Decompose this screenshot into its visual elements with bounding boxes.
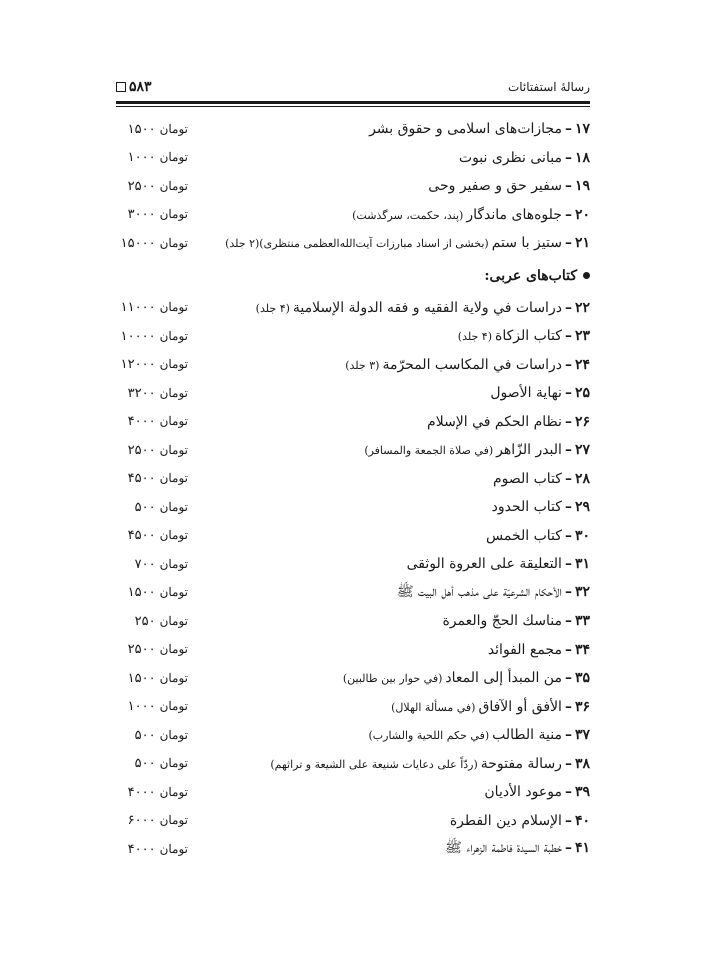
page [116, 0, 590, 959]
book-price [116, 357, 188, 372]
book-note: (۳ جلد) [345, 358, 380, 372]
number-dash: – [564, 235, 572, 252]
book-price [116, 756, 188, 771]
book-entry [427, 414, 590, 430]
list-item [116, 201, 590, 230]
number-dash: – [564, 385, 572, 402]
list-item [116, 664, 590, 693]
number-dash: – [564, 784, 572, 801]
book-note: (۴ جلد) [255, 301, 290, 315]
book-entry [450, 813, 590, 829]
price-value: ۱۰۰۰۰ [120, 328, 156, 344]
book-number: ۲۴ [574, 356, 590, 373]
book-entry [369, 727, 591, 743]
running-title: رسالۀ استفتائات [507, 80, 590, 94]
book-title: دراسات في المكاسب المحرّمة [382, 356, 562, 373]
book-number: ۳۲ [574, 583, 590, 600]
book-title: كتاب الزكاة [495, 328, 562, 345]
book-entry [343, 670, 590, 686]
book-price [116, 813, 188, 828]
book-number: ۳۹ [574, 784, 590, 801]
book-entry [458, 328, 590, 344]
book-entry [225, 235, 590, 251]
price-currency: تومان [159, 813, 188, 828]
book-number: ۲۸ [574, 470, 590, 487]
price-currency: تومان [159, 756, 188, 771]
number-dash: – [564, 527, 572, 544]
book-note: (في حوار بين طالبين) [342, 672, 443, 686]
list-item [116, 379, 590, 408]
number-dash: – [564, 641, 572, 658]
book-title: نظام الحكم في الإسلام [427, 413, 562, 430]
book-note: (في صلاة الجمعة والمسافر) [364, 444, 494, 458]
price-currency: تومان [159, 414, 188, 429]
price-value: ۴۰۰۰ [127, 841, 156, 857]
section-heading-text: کتاب‌های عربی: [484, 267, 577, 284]
book-number: ۳۷ [574, 727, 590, 744]
book-entry [490, 385, 590, 401]
price-currency: تومان [159, 613, 188, 628]
number-dash: – [564, 698, 572, 715]
book-price [116, 300, 188, 315]
price-value: ۱۵۰۰ [127, 670, 156, 686]
book-number: ۲۹ [574, 499, 590, 516]
book-title: ستیز با ستم [491, 235, 562, 252]
book-entry [486, 528, 590, 544]
price-value: ۷۰۰ [134, 556, 156, 572]
book-title: خطبة السيدة فاطمة الزهراء ﷺ [445, 840, 562, 857]
book-number: ۳۴ [574, 641, 590, 658]
price-value: ۴۰۰۰ [127, 414, 156, 430]
price-currency: تومان [159, 670, 188, 685]
list-item [116, 322, 590, 351]
price-currency: تومان [159, 357, 188, 372]
book-title: جلوه‌های ماندگار [466, 206, 562, 223]
book-title: كتاب الخمس [486, 527, 562, 544]
book-price [116, 842, 188, 857]
price-value: ۱۱۰۰۰ [120, 300, 156, 316]
book-price [116, 699, 188, 714]
book-price [116, 414, 188, 429]
list-item [116, 636, 590, 665]
number-dash: – [564, 442, 572, 459]
book-price [116, 207, 188, 222]
book-entry [459, 150, 590, 166]
number-dash: – [564, 613, 572, 630]
price-value: ۲۵۰۰ [127, 442, 156, 458]
price-currency: تومان [159, 784, 188, 799]
price-currency: تومان [159, 121, 188, 136]
price-currency: تومان [159, 841, 188, 856]
number-dash: – [564, 413, 572, 430]
book-number: ۱۷ [574, 121, 590, 138]
book-number: ۲۰ [574, 206, 590, 223]
book-note: (ردّاً على دعايات شنيعة على الشيعة و تراثهم) [270, 757, 478, 771]
arabic-books-list [116, 294, 590, 864]
price-value: ۴۵۰۰ [127, 471, 156, 487]
book-number: ۳۶ [574, 698, 590, 715]
square-icon [116, 82, 126, 92]
book-title: البدر الزّاهر [496, 442, 562, 459]
book-price [116, 557, 188, 572]
book-entry [391, 699, 590, 715]
book-list [116, 115, 590, 864]
running-header [116, 78, 590, 100]
book-number: ۲۲ [574, 299, 590, 316]
book-note: (بخشی از اسناد مبارزات آیت‌الله‌العظمی منتظری)(۲ جلد) [225, 237, 489, 251]
book-entry [364, 442, 590, 458]
price-value: ۱۵۰۰ [127, 585, 156, 601]
price-currency: تومان [159, 699, 188, 714]
book-entry [488, 642, 590, 658]
price-currency: تومان [159, 499, 188, 514]
number-dash: – [564, 299, 572, 316]
book-number: ۲۳ [574, 328, 590, 345]
book-title: نهاية الأصول [490, 385, 562, 402]
book-price [116, 671, 188, 686]
book-title: مجمع الفوائد [487, 641, 562, 658]
book-number: ۳۳ [574, 613, 590, 630]
number-dash: – [564, 556, 572, 573]
price-value: ۱۵۰۰۰ [120, 235, 156, 251]
list-item [116, 607, 590, 636]
price-currency: تومان [159, 328, 188, 343]
price-value: ۱۰۰۰ [127, 150, 156, 166]
book-price [116, 728, 188, 743]
book-title: مناسك الحجّ والعمرة [442, 613, 562, 630]
price-currency: تومان [159, 442, 188, 457]
book-title: الأحكام الشرعيّة على مذهب أهل البيت ﷺ [396, 583, 562, 600]
book-price [116, 614, 188, 629]
book-title: الأفق أو الآفاق [478, 698, 562, 715]
book-entry [493, 471, 590, 487]
book-number: ۲۶ [574, 413, 590, 430]
book-title: الإسلام دين الفطرة [449, 812, 562, 829]
number-dash: – [564, 206, 572, 223]
number-dash: – [564, 121, 572, 138]
price-value: ۳۰۰۰ [127, 207, 156, 223]
book-number: ۳۵ [574, 670, 590, 687]
book-number: ۳۱ [574, 556, 590, 573]
book-price [116, 471, 188, 486]
book-note: (في مسألة الهلال) [391, 700, 476, 714]
book-entry [397, 583, 590, 603]
price-currency: تومان [159, 150, 188, 165]
list-item [116, 115, 590, 144]
price-currency: تومان [159, 642, 188, 657]
price-value: ۶۰۰۰ [127, 813, 156, 829]
list-item [116, 144, 590, 173]
book-number: ۱۹ [574, 178, 590, 195]
book-title: من المبدأ إلى المعاد [445, 670, 562, 687]
bullet-icon [583, 272, 590, 279]
list-item [116, 693, 590, 722]
book-note: (في حكم اللحية والشارب) [368, 729, 490, 743]
list-item [116, 835, 590, 864]
price-value: ۴۵۰۰ [127, 528, 156, 544]
price-value: ۵۰۰ [134, 756, 156, 772]
number-dash: – [564, 670, 572, 687]
book-price [116, 585, 188, 600]
number-dash: – [564, 149, 572, 166]
list-item [116, 294, 590, 323]
list-item [116, 172, 590, 201]
price-value: ۵۰۰ [134, 499, 156, 515]
book-title: كتاب الحدود [491, 499, 562, 516]
price-value: ۵۰۰ [134, 727, 156, 743]
book-price [116, 179, 188, 194]
list-item [116, 493, 590, 522]
list-item [116, 436, 590, 465]
book-title: مبانی نظری نبوت [458, 149, 562, 166]
price-currency: تومان [159, 207, 188, 222]
persian-books-list [116, 115, 590, 258]
book-number: ۴۰ [574, 812, 590, 829]
list-item [116, 408, 590, 437]
price-value: ۱۰۰۰ [127, 699, 156, 715]
book-entry [442, 613, 590, 629]
list-item [116, 522, 590, 551]
price-currency: تومان [159, 727, 188, 742]
list-item [116, 550, 590, 579]
book-price [116, 443, 188, 458]
price-value: ۲۵۰۰ [127, 642, 156, 658]
price-currency: تومان [159, 300, 188, 315]
price-currency: تومان [159, 585, 188, 600]
price-currency: تومان [159, 528, 188, 543]
book-price [116, 329, 188, 344]
price-currency: تومان [159, 385, 188, 400]
book-entry [352, 207, 590, 223]
price-value: ۱۵۰۰ [127, 121, 156, 137]
book-entry [256, 300, 590, 316]
book-entry [270, 756, 590, 772]
book-title: سفیر حق و صفیر وحی [428, 178, 562, 195]
number-dash: – [564, 328, 572, 345]
number-dash: – [564, 755, 572, 772]
book-entry [484, 784, 590, 800]
book-price [116, 386, 188, 401]
list-item [116, 721, 590, 750]
page-number: ۵۸۳ [129, 79, 152, 95]
number-dash: – [564, 356, 572, 373]
section-heading-arabic [116, 258, 590, 294]
price-value: ۲۵۰ [134, 613, 156, 629]
list-item [116, 351, 590, 380]
header-rule-thick [116, 101, 590, 104]
number-dash: – [564, 178, 572, 195]
book-title: موعود الأديان [484, 784, 562, 801]
number-dash: – [564, 840, 572, 857]
book-entry [345, 357, 590, 373]
number-dash: – [564, 583, 572, 600]
book-number: ۲۵ [574, 385, 590, 402]
page-number-block [116, 79, 152, 95]
number-dash: – [564, 499, 572, 516]
list-item [116, 465, 590, 494]
book-price [116, 500, 188, 515]
number-dash: – [564, 727, 572, 744]
book-title: رسالة مفتوحة [480, 755, 562, 772]
book-title: كتاب الصوم [492, 470, 562, 487]
book-entry [407, 556, 590, 572]
book-title: مجازات‌های اسلامی و حقوق بشر [369, 121, 562, 138]
book-entry [369, 121, 590, 137]
book-price [116, 236, 188, 251]
price-currency: تومان [159, 556, 188, 571]
book-entry [445, 839, 590, 859]
header-rule-thin [116, 106, 590, 107]
book-note: (پند، حکمت، سرگذشت) [352, 208, 464, 222]
list-item [116, 807, 590, 836]
book-number: ۱۸ [574, 149, 590, 166]
list-item [116, 750, 590, 779]
price-value: ۴۰۰۰ [127, 784, 156, 800]
number-dash: – [564, 812, 572, 829]
price-value: ۳۲۰۰ [127, 385, 156, 401]
book-number: ۳۰ [574, 527, 590, 544]
book-note: (۴ جلد) [457, 330, 493, 344]
book-title: منية الطالب [492, 727, 562, 744]
book-price [116, 642, 188, 657]
book-number: ۲۱ [574, 235, 590, 252]
book-number: ۳۸ [574, 755, 590, 772]
price-currency: تومان [159, 471, 188, 486]
book-number: ۲۷ [574, 442, 590, 459]
price-currency: تومان [159, 178, 188, 193]
price-currency: تومان [159, 235, 188, 250]
book-title: دراسات في ولاية الفقيه و فقه الدولة الإسلامية [292, 299, 562, 316]
price-value: ۲۵۰۰ [127, 178, 156, 194]
list-item [116, 229, 590, 258]
book-entry [428, 178, 590, 194]
list-item [116, 778, 590, 807]
list-item [116, 579, 590, 608]
price-value: ۱۲۰۰۰ [120, 357, 156, 373]
book-price [116, 528, 188, 543]
book-number: ۴۱ [574, 840, 590, 857]
book-price [116, 122, 188, 137]
book-entry [492, 499, 590, 515]
book-price [116, 785, 188, 800]
book-price [116, 150, 188, 165]
number-dash: – [564, 470, 572, 487]
book-title: التعليقة على العروة الوثقى [406, 556, 562, 573]
